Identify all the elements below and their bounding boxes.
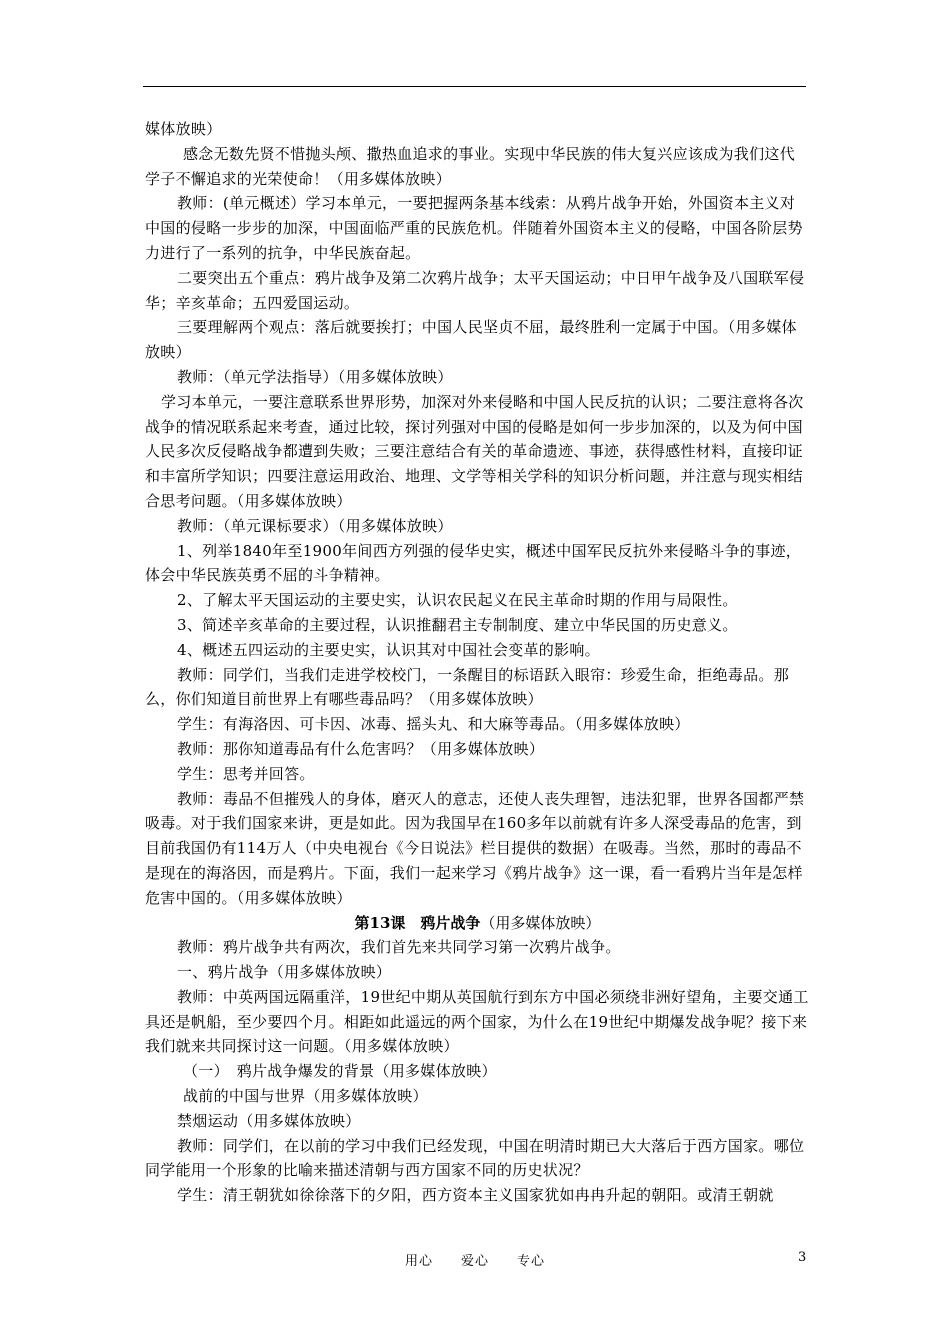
paragraph: 禁烟运动（用多媒体放映） (177, 1111, 361, 1130)
paragraph: 1、列举1840年至1900年间西方列强的侵华史实，概述中国军民反抗外来侵略斗争的事迹，体会中华民族英勇不屈的斗争精神。 (145, 541, 802, 585)
paragraph: 教师：那你知道毒品有什么危害吗？（用多媒体放映） (177, 739, 545, 758)
paragraph: 教师：鸦片战争共有两次，我们首先来共同学习第一次鸦片战争。 (177, 938, 621, 957)
page-number: 3 (798, 1250, 807, 1265)
header-rule (143, 86, 806, 87)
section-intro (145, 117, 810, 911)
paragraph: 教师：同学们，当我们走进学校校门，一条醒目的标语跃入眼帘：珍爱生命，拒绝毒品。那么，你们知道目前世界上有哪些毒品吗？（用多媒体放映） (145, 665, 790, 709)
paragraph: 学生：有海洛因、可卡因、冰毒、摇头丸、和大麻等毒品。（用多媒体放映） (177, 715, 690, 734)
paragraph: 战前的中国与世界（用多媒体放映） (183, 1087, 428, 1106)
paragraph: 一、鸦片战争（用多媒体放映） (177, 963, 392, 982)
document-body (145, 117, 810, 1208)
paragraph: 学习本单元，一要注意联系世界形势，加深对外来侵略和中国人民反抗的认识；二要注意将各次战争的情况联系起来考查，通过比较，探讨列强对中国的侵略是如何一步步加深的，以及为何中国人民多次反侵略战争都遭到失败；三要注意结合有关的革命遗迹、事迹，获得感性材料，直接印证和丰富所学知识；四要注意运用政治、地理、文学等相关学科的知识分析问题，并注意与现实相结合思考问题。（用多媒体放映） (145, 392, 804, 510)
paragraph: 教师：同学们，在以前的学习中我们已经发现，中国在明清时期已大大落后于西方国家。哪位同学能用一个形象的比喻来描述清朝与西方国家不同的历史状况？ (145, 1136, 805, 1180)
paragraph: 二要突出五个重点：鸦片战争及第二次鸦片战争；太平天国运动；中日甲午战争及八国联军侵华；辛亥革命；五四爱国运动。 (145, 268, 805, 312)
lesson-title-main: 第13课 鸦片战争 (354, 913, 481, 932)
paragraph: 媒体放映） (145, 120, 222, 138)
paragraph: 教师：中英两国远隔重洋，19世纪中期从英国航行到东方中国必须绕非洲好望角，主要交通工具还是帆船，至少要四个月。相距如此遥远的两个国家，为什么在19世纪中期爆发战争呢？接下来我们就来共同探讨这一问题。（用多媒体放映） (145, 987, 809, 1056)
paragraph: 学生：清王朝犹如徐徐落下的夕阳，西方资本主义国家犹如冉冉升起的朝阳。或清王朝就 (177, 1186, 774, 1205)
paragraph: 感念无数先贤不惜抛头颅、撒热血追求的事业。实现中华民族的伟大复兴应该成为我们这代学子不懈追求的光荣使命！（用多媒体放映） (145, 144, 796, 188)
paragraph: 3、简述辛亥革命的主要过程，认识推翻君主专制制度、建立中华民国的历史意义。 (177, 615, 738, 634)
lesson-title-note: （用多媒体放映） (480, 913, 601, 932)
paragraph: 教师：（单元学法指导）（用多媒体放映） (177, 367, 453, 386)
paragraph: （一） 鸦片战争爆发的背景（用多媒体放映） (183, 1062, 497, 1081)
paragraph: 三要理解两个观点：落后就要挨打；中国人民坚贞不屈，最终胜利一定属于中国。（用多媒体放映） (145, 318, 797, 362)
paragraph: 教师：（单元课标要求）（用多媒体放映） (177, 516, 453, 535)
paragraph: 教师：毒品不但摧残人的身体，磨灭人的意志，还使人丧失理智，违法犯罪，世界各国都严禁吸毒。对于我们国家来讲，更是如此。因为我国早在160多年以前就有许多人深受毒品的危害，到目前我国仍有114万人（中央电视台《今日说法》栏目提供的数据）在吸毒。当然，那时的毒品不是现在的海洛因，而是鸦片。下面，我们一起来学习《鸦片战争》这一课，看一看鸦片当年是怎样危害中国的。（用多媒体放映） (145, 789, 805, 907)
footer-motto: 用心 爱心 专心 (404, 1254, 545, 1269)
paragraph: 2、了解太平天国运动的主要史实，认识农民起义在民主革命时期的作用与局限性。 (177, 591, 738, 610)
paragraph: 教师：(单元概述）学习本单元，一要把握两条基本线索：从鸦片战争开始，外国资本主义对中国的侵略一步步的加深，中国面临严重的民族危机。伴随着外国资本主义的侵略，中国各阶层势力进行了一系列的抗争，中华民族奋起。 (145, 194, 803, 262)
lesson-title (145, 911, 810, 936)
paragraph: 4、概述五四运动的主要史实，认识其对中国社会变革的影响。 (177, 640, 600, 659)
section-lesson (145, 935, 810, 1208)
paragraph: 学生：思考并回答。 (177, 764, 315, 783)
